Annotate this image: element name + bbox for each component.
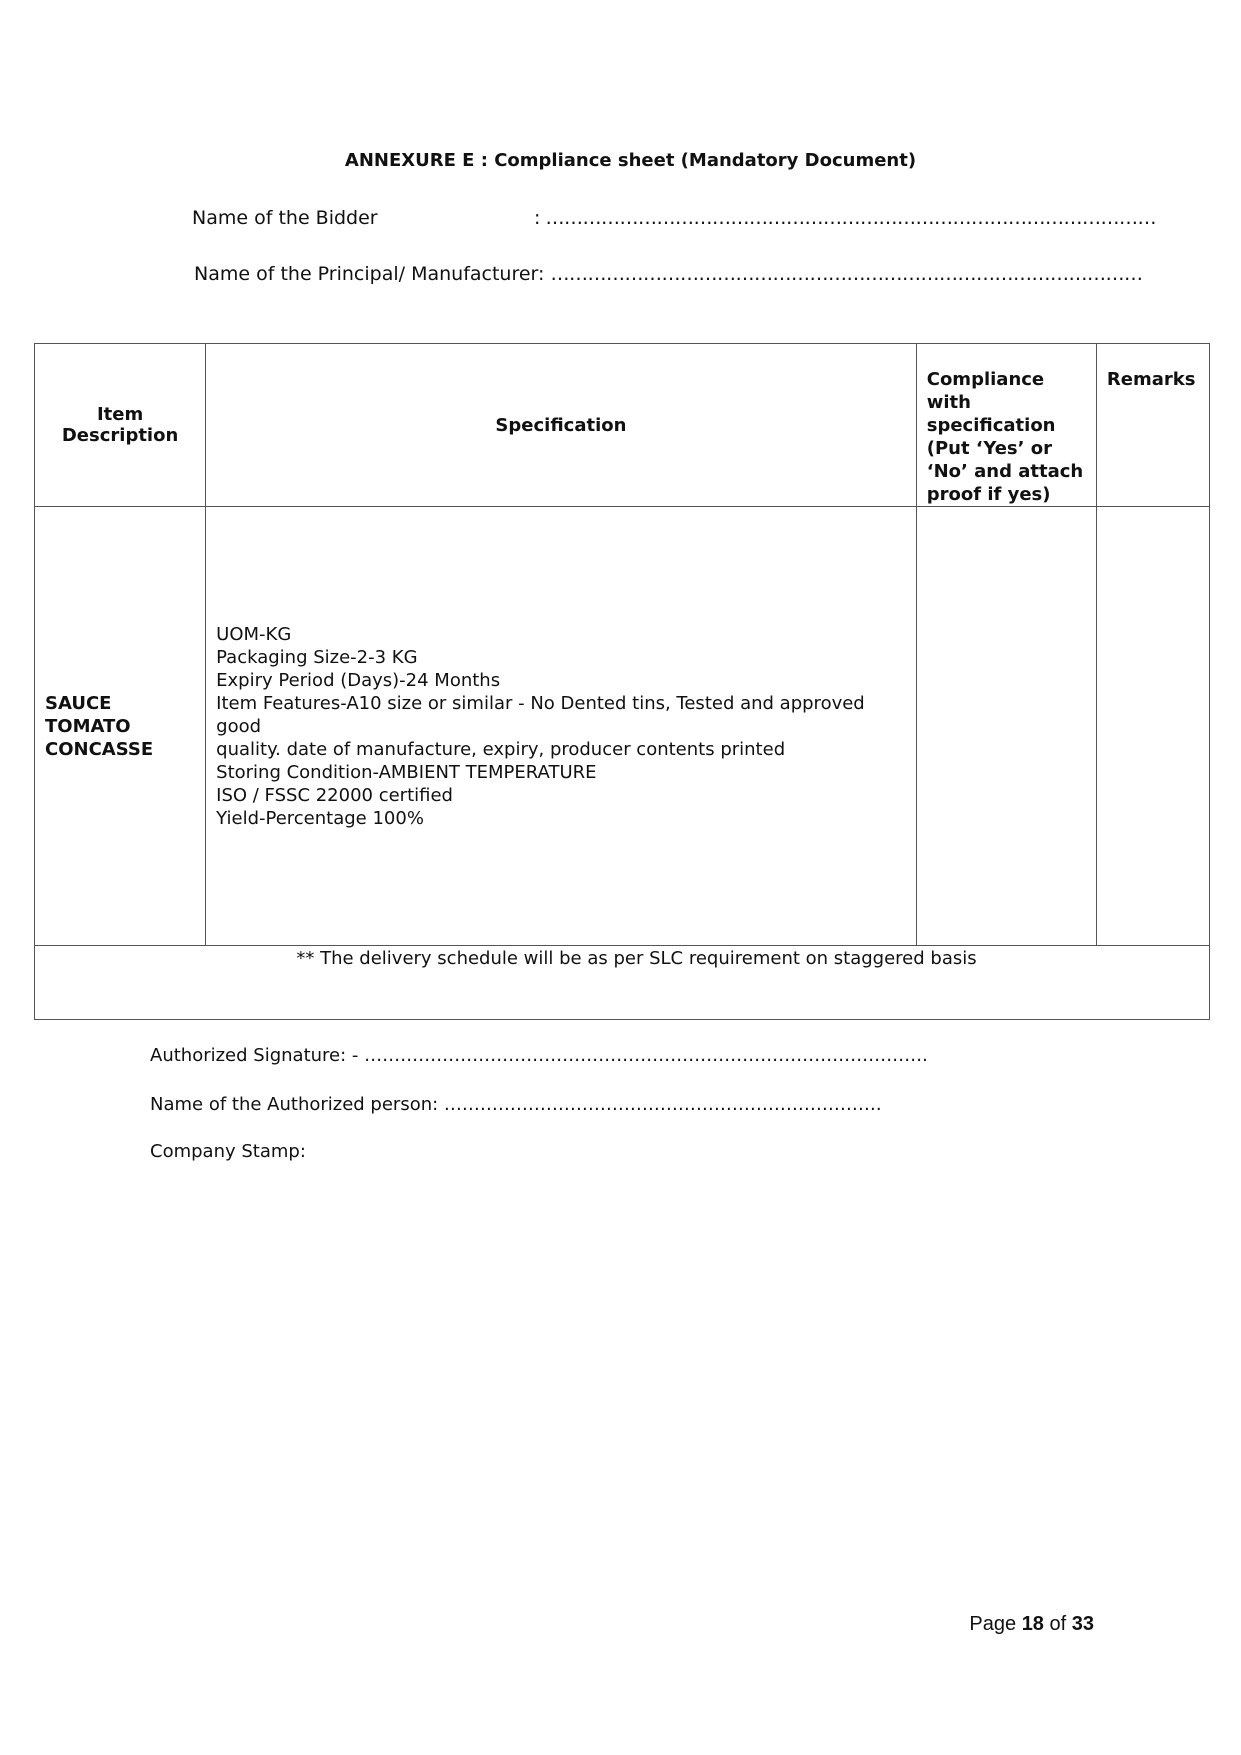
header-compliance-line: specification — [926, 415, 1056, 436]
page-prefix: Page — [969, 1613, 1017, 1635]
header-compliance-line: proof if yes) — [926, 484, 1051, 505]
principal-value: …………………………………………………………………………………… — [550, 263, 1143, 285]
header-compliance-line: (Put ‘Yes’ or — [926, 438, 1052, 459]
delivery-note: ** The delivery schedule will be as per SLC requirement on staggered basis — [35, 946, 1210, 1020]
header-compliance-line: ‘No’ and attach — [926, 461, 1084, 482]
header-item-description — [35, 344, 206, 507]
principal-field — [194, 263, 1142, 285]
bidder-label: Name of the Bidder — [192, 207, 378, 229]
spec-line: UOM-KG — [216, 623, 292, 645]
spec-line: Item Features-A10 size or similar - No Dented tins, Tested and approved good — [216, 692, 865, 737]
authorized-signature-line: Authorized Signature: - …………………………………………………………………………………. — [150, 1045, 928, 1066]
principal-label: Name of the Principal/ Manufacturer: — [194, 263, 545, 285]
header-compliance — [916, 344, 1096, 507]
spec-line: quality. date of manufacture, expiry, producer contents printed — [216, 738, 786, 760]
spec-line: Expiry Period (Days)-24 Months — [216, 669, 501, 691]
remarks-cell[interactable] — [1096, 507, 1209, 946]
item-line: SAUCE TOMATO — [45, 692, 131, 737]
compliance-table — [34, 343, 1210, 1020]
header-remarks: Remarks — [1096, 344, 1209, 507]
page-of: of — [1049, 1613, 1067, 1635]
item-line: CONCASSE — [45, 738, 154, 760]
table-header-row — [35, 344, 1210, 507]
company-stamp-line: Company Stamp: — [150, 1141, 306, 1162]
spec-line: Storing Condition-AMBIENT TEMPERATURE — [216, 761, 597, 783]
spec-line: Yield-Percentage 100% — [216, 807, 424, 829]
compliance-cell[interactable] — [916, 507, 1096, 946]
spec-line: Packaging Size-2-3 KG — [216, 646, 418, 668]
authorized-person-line: Name of the Authorized person: ………………………………………………………………. — [150, 1094, 882, 1115]
spec-line: ISO / FSSC 22000 certified — [216, 784, 453, 806]
bidder-field — [192, 207, 1156, 229]
header-compliance-line: Compliance with — [926, 369, 1045, 413]
table-row — [35, 507, 1210, 946]
note-row — [35, 946, 1210, 1020]
item-description-cell — [35, 507, 206, 946]
bidder-value: : ……………………………………………………………………………………… — [534, 207, 1156, 229]
page-title: ANNEXURE E : Compliance sheet (Mandatory Document) — [344, 150, 917, 171]
header-item-line: Description — [61, 425, 179, 446]
page-total: 33 — [1071, 1613, 1094, 1635]
header-specification: Specification — [206, 344, 917, 507]
page-number — [969, 1613, 1094, 1636]
header-item-line: Item — [96, 404, 144, 425]
specification-cell — [206, 507, 917, 946]
page-current: 18 — [1021, 1613, 1044, 1635]
